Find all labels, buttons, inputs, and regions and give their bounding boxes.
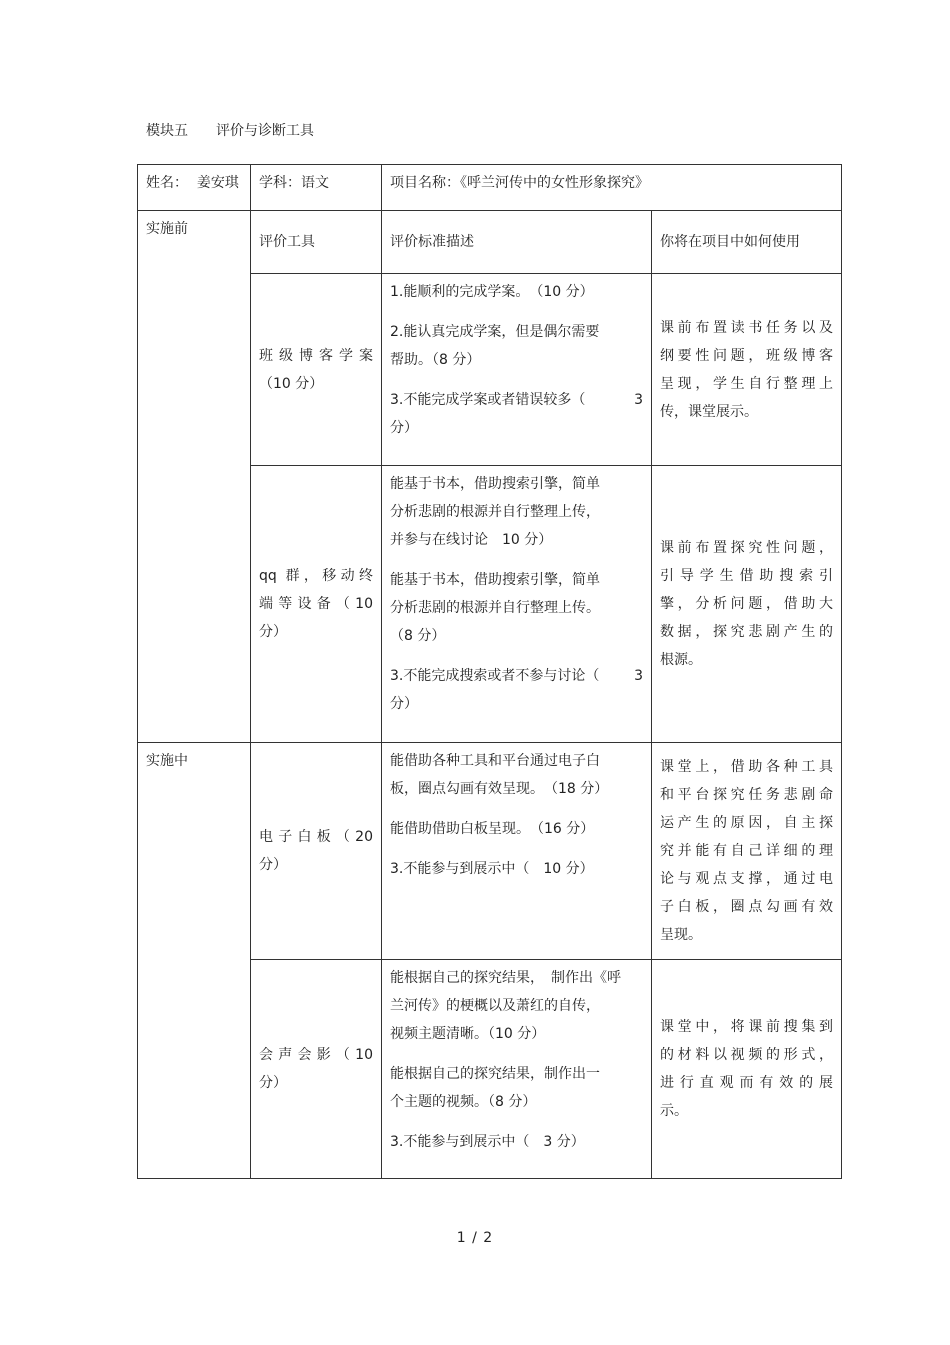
criteria-item: [390, 386, 643, 442]
stage-during: 实施中: [138, 743, 251, 1179]
criteria-item: [390, 318, 643, 374]
criteria-line: 3.不能参与到展示中（ 3 分）: [390, 1134, 585, 1150]
criteria-item: [390, 815, 643, 843]
criteria-cell: [382, 743, 652, 960]
criteria-line: 分析悲剧的根源并自行整理上传，: [390, 504, 600, 520]
name-cell: 姓名： 姜安琪: [138, 165, 251, 211]
usage-line: 课堂上，借助各种工具: [660, 759, 833, 775]
usage-line: 课前布置读书任务以及: [660, 319, 833, 336]
page-number: 1 / 2: [456, 1230, 494, 1246]
criteria-line: 帮助。（8 分）: [390, 352, 481, 368]
criteria-text: 3.不能完成学案或者错误较多（: [390, 392, 586, 408]
usage-line: 根源。: [660, 652, 702, 668]
tool-name-line: 端等设备（10: [259, 596, 373, 612]
usage-line: 的材料以视频的形式，: [660, 1047, 833, 1063]
column-header-row: [138, 211, 842, 274]
criteria-line: 能根据自己的探究结果，制作出一: [390, 1066, 600, 1082]
criteria-item: [390, 964, 643, 1048]
criteria-item: [390, 566, 643, 650]
criteria-line: 分）: [390, 696, 418, 712]
tool-name-line: 会声会影（10: [259, 1047, 373, 1063]
criteria-cell: [382, 960, 652, 1179]
criteria-cell: [382, 274, 652, 466]
usage-line: 传，课堂展示。: [660, 403, 758, 420]
tool-name-line: 分）: [259, 857, 287, 873]
tool-cell: [251, 960, 382, 1179]
col-tool-header: 评价工具: [251, 211, 382, 274]
usage-line: 课堂中，将课前搜集到: [660, 1019, 833, 1035]
criteria-score: 3: [634, 392, 643, 408]
col-usage-header: 你将在项目中如何使用: [652, 211, 842, 274]
criteria-line: 分析悲剧的根源并自行整理上传。: [390, 600, 600, 616]
criteria-cell: [382, 466, 652, 743]
usage-line: 运产生的原因，自主探: [660, 815, 833, 831]
criteria-item: [390, 662, 643, 718]
tool-name-line: qq 群，移动终: [259, 568, 373, 584]
usage-cell: [652, 466, 842, 743]
criteria-line: 兰河传》的梗概以及萧红的自传，: [390, 998, 600, 1014]
criteria-item: [390, 855, 643, 883]
criteria-line: 能借助各种工具和平台通过电子白: [390, 753, 600, 769]
criteria-line: 能借助借助白板呈现。 （16 分）: [390, 821, 595, 837]
criteria-item: [390, 470, 643, 554]
usage-cell: [652, 743, 842, 960]
usage-line: 课前布置探究性问题，: [660, 540, 833, 556]
criteria-text: 3.不能完成搜索或者不参与讨论（: [390, 668, 600, 684]
criteria-line: 2.能认真完成学案，但是偶尔需要: [390, 324, 600, 340]
usage-line: 子白板，圈点勾画有效: [660, 899, 833, 915]
usage-line: 呈现。: [660, 927, 702, 943]
project-cell: 项目名称：《呼兰河传中的女性形象探究》: [382, 165, 842, 211]
tool-name-line: （10 分）: [259, 375, 324, 392]
criteria-line: 1.能顺利的完成学案。 （10 分）: [390, 284, 594, 300]
tool-cell: [251, 466, 382, 743]
criteria-line: （8 分）: [390, 628, 446, 644]
stage-before: 实施前: [138, 211, 251, 743]
usage-line: 示。: [660, 1103, 688, 1119]
criteria-line: 分）: [390, 420, 418, 436]
subject-cell: 学科：语文: [251, 165, 382, 211]
criteria-line: 个主题的视频。（8 分）: [390, 1094, 537, 1110]
tool-name-line: 分）: [259, 1075, 287, 1091]
criteria-line: 板，圈点勾画有效呈现。 （18 分）: [390, 781, 609, 797]
criteria-line: 能根据自己的探究结果， 制作出《呼: [390, 970, 621, 986]
criteria-item: [390, 747, 643, 803]
usage-line: 和平台探究任务悲剧命: [660, 787, 833, 803]
criteria-line: 能基于书本，借助搜索引擎，简单: [390, 572, 600, 588]
criteria-item: [390, 1060, 643, 1116]
usage-line: 数据，探究悲剧产生的: [660, 624, 833, 640]
criteria-line: 并参与在线讨论 10 分）: [390, 532, 553, 548]
criteria-line: 3.不能参与到展示中（ 10 分）: [390, 861, 594, 877]
criteria-line: 视频主题清晰。（10 分）: [390, 1026, 546, 1042]
table-row: [138, 743, 842, 960]
tool-name-line: 分）: [259, 624, 287, 640]
criteria-score: 3: [634, 668, 643, 684]
tool-name-line: 电子白板（20: [259, 829, 373, 845]
criteria-line: 能基于书本，借助搜索引擎，简单: [390, 476, 600, 492]
usage-line: 进行直观而有效的展: [660, 1075, 833, 1091]
criteria-line: [390, 386, 643, 414]
usage-line: 究并能有自己详细的理: [660, 843, 833, 859]
evaluation-table: [137, 164, 842, 1179]
usage-cell: [652, 960, 842, 1179]
criteria-item: [390, 1128, 643, 1156]
tool-name-line: 班级博客学案: [259, 347, 373, 364]
tool-cell: [251, 743, 382, 960]
usage-line: 论与观点支撑，通过电: [660, 871, 833, 887]
col-criteria-header: 评价标准描述: [382, 211, 652, 274]
usage-line: 擎，分析问题，借助大: [660, 596, 833, 612]
criteria-line: [390, 662, 643, 690]
tool-cell: [251, 274, 382, 466]
usage-cell: [652, 274, 842, 466]
usage-line: 呈现，学生自行整理上: [660, 375, 833, 392]
criteria-item: [390, 278, 643, 306]
usage-line: 纲要性问题，班级博客: [660, 347, 833, 364]
header-row: [138, 165, 842, 211]
page-title: 模块五 评价与诊断工具: [146, 123, 314, 139]
usage-line: 引导学生借助搜索引: [660, 568, 833, 584]
